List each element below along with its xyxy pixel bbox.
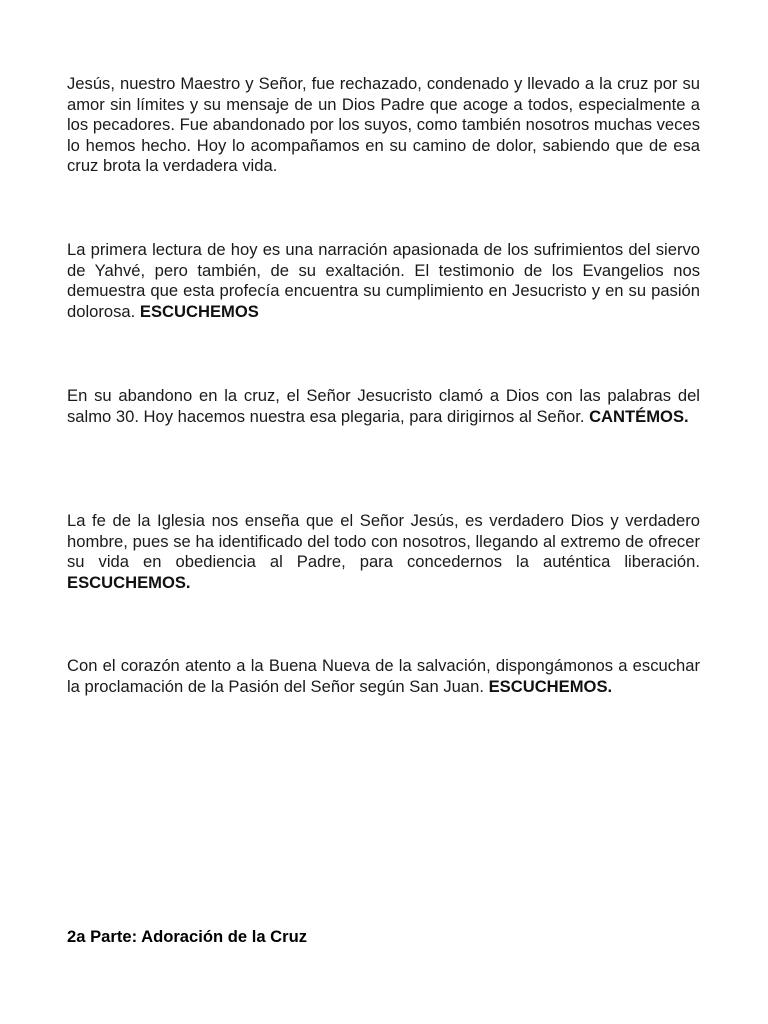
paragraph-keyword: ESCUCHEMOS: [139, 301, 259, 321]
paragraph-gospel: [67, 656, 700, 697]
paragraph-psalm: [67, 386, 700, 427]
paragraph-text: Jesús, nuestro Maestro y Señor, fue rechazado, condenado y llevado a la cruz por su amor sin límites y su mensaje de un Dios Padre que acoge a todos, especialmente a los pecadores. Fue abandonado por los suyos, como también nosotros muchas veces lo hemos hecho. Hoy lo acompañamos en su camino de dolor, sabiendo que de esa cruz brota la verdadera vida.: [67, 74, 700, 175]
paragraph-keyword: CANTÉMOS.: [589, 406, 689, 426]
paragraph-keyword: ESCUCHEMOS.: [67, 572, 191, 592]
paragraph-second-reading: [67, 511, 700, 593]
paragraph-text: En su abandono en la cruz, el Señor Jesucristo clamó a Dios con las palabras del salmo 30. Hoy hacemos nuestra esa plegaria, para dirigirnos al Señor.: [67, 386, 700, 426]
paragraph-text: La fe de la Iglesia nos enseña que el Señor Jesús, es verdadero Dios y verdadero hombre, pues se ha identificado del todo con nosotros, llegando al extremo de ofrecer su vida en obediencia al Padre, para concedernos la auténtica liberación.: [67, 511, 700, 571]
paragraph-introduction: [67, 74, 700, 177]
paragraph-first-reading: [67, 240, 700, 322]
paragraph-keyword: ESCUCHEMOS.: [488, 676, 613, 696]
paragraph-text: La primera lectura de hoy es una narración apasionada de los sufrimientos del siervo de Yahvé, pero también, de su exaltación. El testimonio de los Evangelios nos demuestra que esta profecía encuentra su cumplimiento en Jesucristo y en su pasión dolorosa.: [67, 240, 700, 321]
paragraph-text: Con el corazón atento a la Buena Nueva de la salvación, dispongámonos a escuchar la proclamación de la Pasión del Señor según San Juan.: [67, 656, 700, 696]
section-heading: 2a Parte: Adoración de la Cruz: [67, 927, 308, 946]
